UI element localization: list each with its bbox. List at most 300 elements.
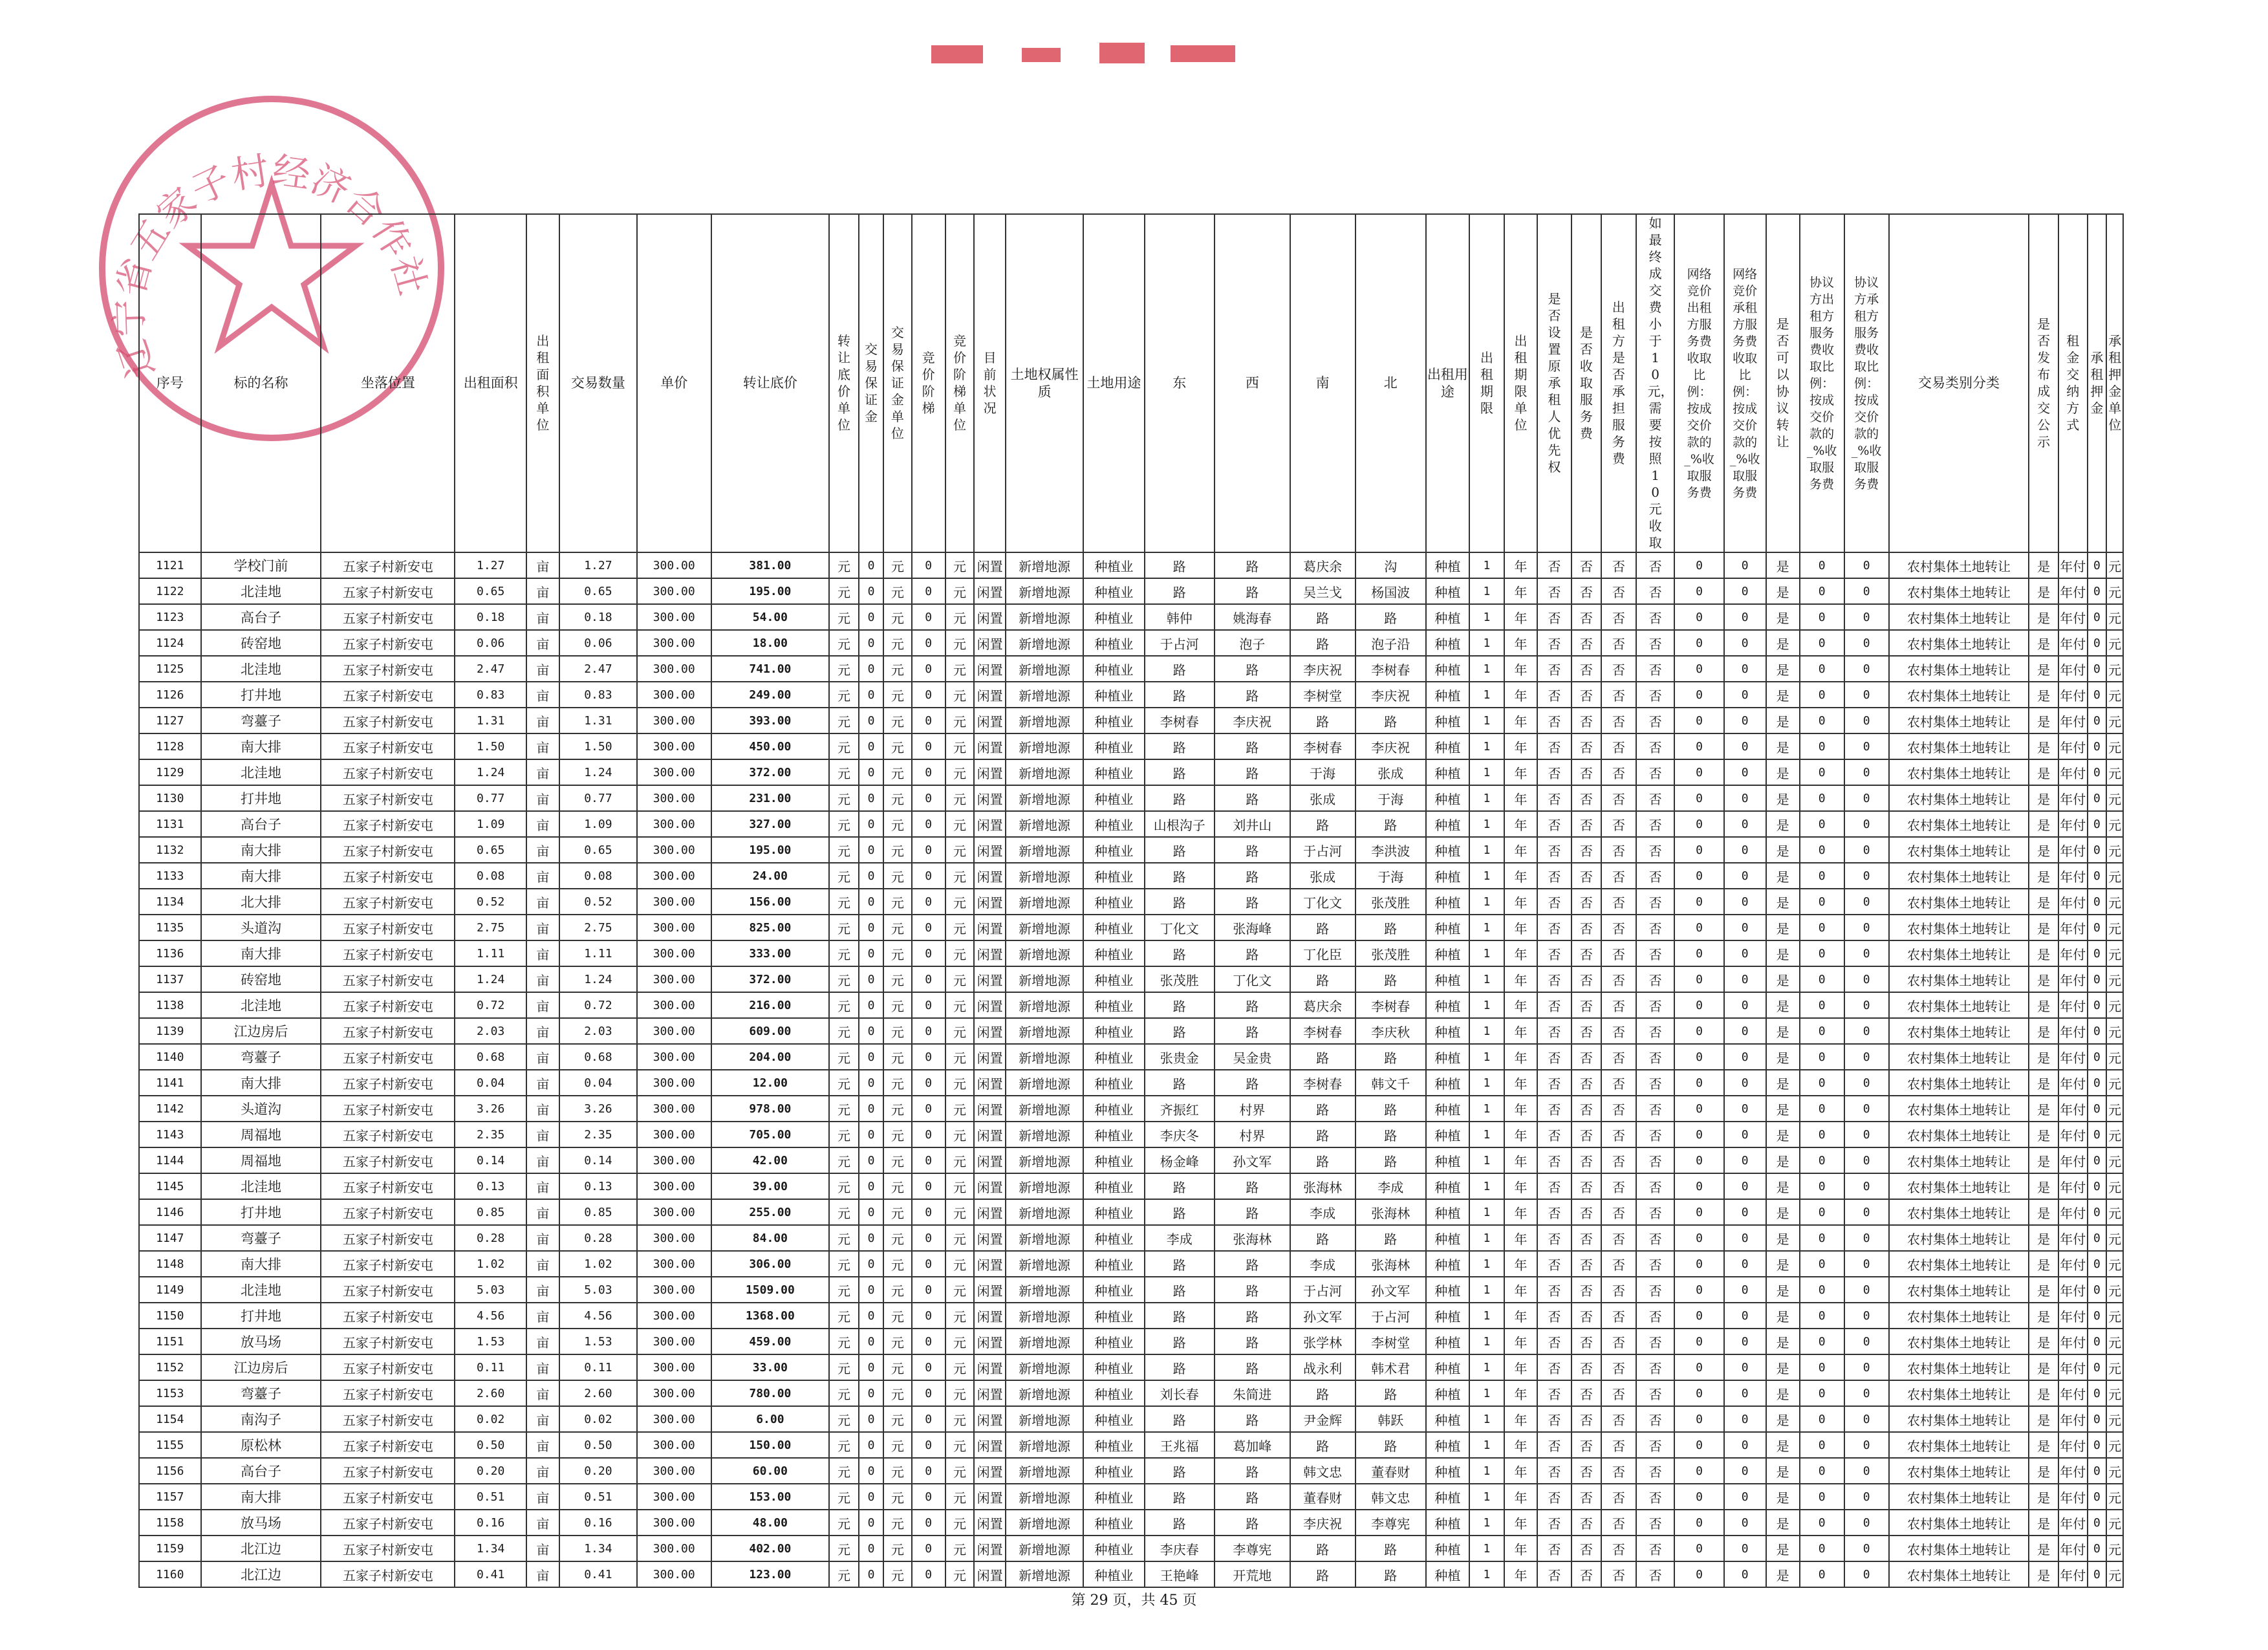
table-cell: 0.04: [559, 1070, 637, 1096]
table-cell: 闲置: [974, 1380, 1006, 1406]
table-cell: 1146: [139, 1199, 201, 1225]
table-cell: 否: [1537, 1354, 1571, 1380]
table-cell: 南大排: [201, 940, 321, 966]
table-cell: 新增地源: [1006, 1225, 1083, 1251]
table-cell: 300.00: [637, 1303, 711, 1329]
table-cell: 否: [1537, 1510, 1571, 1536]
table-cell: 1133: [139, 863, 201, 889]
table-cell: 0: [1844, 940, 1889, 966]
table-cell: 是: [1766, 992, 1800, 1018]
table-cell: 否: [1636, 811, 1674, 837]
table-cell: 195.00: [711, 578, 830, 604]
column-header-label: 交易保证金: [864, 342, 878, 424]
table-cell: 300.00: [637, 656, 711, 682]
table-cell: 0: [2088, 1510, 2107, 1536]
table-cell: 元: [945, 1225, 975, 1251]
table-cell: 1: [1469, 1484, 1504, 1510]
table-cell: 否: [1571, 1406, 1601, 1432]
table-cell: 否: [1571, 1251, 1601, 1277]
table-cell: 江边房后: [201, 1354, 321, 1380]
table-cell: 路: [1290, 1432, 1355, 1458]
table-cell: 否: [1571, 733, 1601, 759]
table-cell: 农村集体土地转让: [1889, 837, 2029, 863]
table-cell: 否: [1571, 1458, 1601, 1484]
table-cell: 村界: [1215, 1096, 1290, 1122]
table-cell: 4.56: [559, 1303, 637, 1329]
table-cell: 农村集体土地转让: [1889, 630, 2029, 656]
table-cell: 402.00: [711, 1536, 830, 1561]
table-cell: 0: [1844, 1225, 1889, 1251]
table-cell: 否: [1601, 733, 1636, 759]
table-cell: 董春财: [1290, 1484, 1355, 1510]
table-cell: 年付: [2058, 604, 2088, 630]
table-cell: 否: [1601, 1018, 1636, 1044]
table-cell: 否: [1601, 708, 1636, 733]
table-cell: 否: [1636, 1458, 1674, 1484]
table-cell: 1.34: [455, 1536, 526, 1561]
table-cell: 2.75: [559, 915, 637, 940]
table-cell: 0.16: [455, 1510, 526, 1536]
table-cell: 种植业: [1083, 1044, 1145, 1070]
table-cell: 0: [2088, 578, 2107, 604]
table-cell: 0: [1674, 1122, 1723, 1147]
table-cell: 元: [883, 1354, 912, 1380]
table-cell: 闲置: [974, 785, 1006, 811]
table-cell: 年付: [2058, 1329, 2088, 1354]
table-cell: 2.60: [559, 1380, 637, 1406]
table-cell: 韩文忠: [1290, 1458, 1355, 1484]
table-cell: 元: [2106, 1303, 2123, 1329]
table-cell: 0: [2088, 1044, 2107, 1070]
table-cell: 0: [2088, 1173, 2107, 1199]
table-cell: 种植: [1426, 837, 1469, 863]
table-cell: 元: [829, 811, 859, 837]
table-cell: 路: [1145, 578, 1215, 604]
table-cell: 否: [1636, 1354, 1674, 1380]
table-cell: 李庆祝: [1355, 733, 1426, 759]
table-cell: 头道沟: [201, 1096, 321, 1122]
table-cell: 元: [829, 1406, 859, 1432]
table-cell: 1.50: [455, 733, 526, 759]
table-cell: 路: [1215, 578, 1290, 604]
table-cell: 农村集体土地转让: [1889, 811, 2029, 837]
table-cell: 农村集体土地转让: [1889, 1536, 2029, 1561]
table-cell: 1: [1469, 1536, 1504, 1561]
table-cell: 路: [1290, 708, 1355, 733]
table-cell: 路: [1145, 1510, 1215, 1536]
table-cell: 年付: [2058, 889, 2088, 915]
table-cell: 0: [1800, 811, 1844, 837]
table-cell: 五家子村新安屯: [321, 940, 455, 966]
table-cell: 路: [1215, 1070, 1290, 1096]
table-cell: 年付: [2058, 1484, 2088, 1510]
table-cell: 0: [912, 656, 945, 682]
table-cell: 1: [1469, 578, 1504, 604]
table-cell: 种植业: [1083, 889, 1145, 915]
table-cell: 亩: [526, 1458, 559, 1484]
table-cell: 否: [1636, 1329, 1674, 1354]
table-cell: 新增地源: [1006, 552, 1083, 578]
table-cell: 0: [1724, 1510, 1766, 1536]
table-cell: 0: [1800, 708, 1844, 733]
table-cell: 18.00: [711, 630, 830, 656]
table-cell: 0.50: [559, 1432, 637, 1458]
table-cell: 元: [829, 966, 859, 992]
table-cell: 种植: [1426, 1225, 1469, 1251]
table-cell: 于占河: [1145, 630, 1215, 656]
table-cell: 0: [1674, 785, 1723, 811]
table-cell: 0: [1844, 1561, 1889, 1587]
table-cell: 否: [1601, 1561, 1636, 1587]
table-cell: 种植业: [1083, 1329, 1145, 1354]
table-cell: 元: [2106, 604, 2123, 630]
table-cell: 种植: [1426, 1510, 1469, 1536]
table-cell: 元: [883, 1251, 912, 1277]
table-cell: 825.00: [711, 915, 830, 940]
table-cell: 亩: [526, 1536, 559, 1561]
table-cell: 新增地源: [1006, 1354, 1083, 1380]
table-cell: 农村集体土地转让: [1889, 1044, 2029, 1070]
table-cell: 1130: [139, 785, 201, 811]
table-cell: 0: [912, 1122, 945, 1147]
table-cell: 否: [1601, 604, 1636, 630]
column-header: [1601, 214, 1636, 552]
table-cell: 亩: [526, 889, 559, 915]
column-header-label: 土地权属性质: [1010, 366, 1079, 400]
table-cell: 种植业: [1083, 552, 1145, 578]
table-header-row: [139, 214, 2123, 552]
table-cell: 元: [829, 1380, 859, 1406]
table-cell: 亩: [526, 1122, 559, 1147]
table-cell: 0.77: [455, 785, 526, 811]
table-cell: 是: [2029, 1018, 2058, 1044]
table-cell: 年: [1504, 889, 1537, 915]
table-cell: 0: [2088, 1122, 2107, 1147]
table-cell: 路: [1215, 733, 1290, 759]
table-cell: 五家子村新安屯: [321, 785, 455, 811]
table-cell: 亩: [526, 1406, 559, 1432]
table-cell: 五家子村新安屯: [321, 1044, 455, 1070]
table-cell: 0: [1724, 604, 1766, 630]
table-cell: 0: [2088, 1018, 2107, 1044]
table-cell: 是: [2029, 1147, 2058, 1173]
table-cell: 是: [2029, 1484, 2058, 1510]
table-cell: 元: [2106, 1510, 2123, 1536]
table-cell: 丁化文: [1290, 889, 1355, 915]
table-cell: 300.00: [637, 630, 711, 656]
table-cell: 否: [1601, 1122, 1636, 1147]
table-cell: 亩: [526, 811, 559, 837]
table-cell: 1160: [139, 1561, 201, 1587]
table-cell: 元: [883, 733, 912, 759]
table-cell: 0: [859, 915, 883, 940]
table-cell: 1509.00: [711, 1277, 830, 1303]
table-cell: 0: [1800, 915, 1844, 940]
table-cell: 0: [2088, 1329, 2107, 1354]
column-header-label: 交易数量: [570, 375, 625, 391]
table-cell: 种植业: [1083, 940, 1145, 966]
table-cell: 农村集体土地转让: [1889, 1432, 2029, 1458]
table-cell: 年付: [2058, 682, 2088, 708]
table-cell: 种植业: [1083, 708, 1145, 733]
table-cell: 元: [883, 552, 912, 578]
table-cell: 否: [1636, 578, 1674, 604]
table-cell: 0: [859, 1096, 883, 1122]
table-cell: 否: [1537, 1329, 1571, 1354]
table-cell: 0: [1844, 656, 1889, 682]
table-cell: 元: [945, 733, 975, 759]
table-cell: 0: [1724, 1096, 1766, 1122]
table-cell: 李庆祝: [1355, 682, 1426, 708]
table-cell: 123.00: [711, 1561, 830, 1587]
table-row: [139, 630, 2123, 656]
table-cell: 种植: [1426, 1096, 1469, 1122]
table-cell: 是: [1766, 733, 1800, 759]
table-cell: 否: [1537, 1458, 1571, 1484]
table-cell: 是: [2029, 940, 2058, 966]
table-cell: 五家子村新安屯: [321, 1251, 455, 1277]
table-cell: 0: [1844, 837, 1889, 863]
table-cell: 0: [1844, 682, 1889, 708]
table-cell: 0: [1844, 1303, 1889, 1329]
table-cell: 否: [1537, 1561, 1571, 1587]
table-cell: 是: [1766, 708, 1800, 733]
table-cell: 459.00: [711, 1329, 830, 1354]
table-cell: 否: [1601, 1536, 1636, 1561]
table-cell: 0: [912, 1044, 945, 1070]
table-cell: 年: [1504, 915, 1537, 940]
table-cell: 0: [859, 940, 883, 966]
column-header: [559, 214, 637, 552]
table-cell: 元: [883, 1380, 912, 1406]
table-cell: 0: [912, 785, 945, 811]
table-cell: 300.00: [637, 940, 711, 966]
table-cell: 否: [1537, 1406, 1571, 1432]
table-cell: 元: [829, 604, 859, 630]
table-cell: 是: [2029, 1406, 2058, 1432]
table-cell: 五家子村新安屯: [321, 1147, 455, 1173]
table-cell: 闲置: [974, 604, 1006, 630]
table-cell: 原松林: [201, 1432, 321, 1458]
table-cell: 路: [1355, 915, 1426, 940]
table-cell: 否: [1537, 915, 1571, 940]
table-cell: 元: [883, 682, 912, 708]
table-cell: 0: [1800, 1173, 1844, 1199]
table-cell: 打井地: [201, 1303, 321, 1329]
table-cell: 0: [1674, 682, 1723, 708]
table-cell: 张成: [1290, 863, 1355, 889]
table-row: [139, 1536, 2123, 1561]
table-cell: 种植业: [1083, 1380, 1145, 1406]
table-cell: 0: [1800, 578, 1844, 604]
table-cell: 0.41: [559, 1561, 637, 1587]
table-cell: 种植: [1426, 1536, 1469, 1561]
table-cell: 否: [1636, 604, 1674, 630]
table-cell: 新增地源: [1006, 1484, 1083, 1510]
table-cell: 153.00: [711, 1484, 830, 1510]
table-cell: 是: [2029, 1251, 2058, 1277]
table-cell: 0: [912, 1406, 945, 1432]
table-cell: 种植业: [1083, 785, 1145, 811]
table-cell: 种植: [1426, 915, 1469, 940]
table-cell: 2.47: [455, 656, 526, 682]
table-cell: 780.00: [711, 1380, 830, 1406]
table-cell: 元: [945, 1458, 975, 1484]
table-cell: 元: [945, 1484, 975, 1510]
table-cell: 是: [2029, 1458, 2058, 1484]
table-cell: 年付: [2058, 1018, 2088, 1044]
table-cell: 300.00: [637, 1432, 711, 1458]
table-cell: 0: [1844, 552, 1889, 578]
column-header: [1215, 214, 1290, 552]
table-cell: 元: [829, 578, 859, 604]
column-header: [859, 214, 883, 552]
table-cell: 元: [2106, 552, 2123, 578]
table-cell: 元: [945, 682, 975, 708]
table-cell: 张海林: [1355, 1199, 1426, 1225]
table-cell: 0: [1800, 630, 1844, 656]
table-cell: 是: [2029, 966, 2058, 992]
table-cell: 否: [1537, 1018, 1571, 1044]
table-row: [139, 578, 2123, 604]
table-cell: 0: [1844, 1147, 1889, 1173]
table-cell: 0: [2088, 656, 2107, 682]
table-cell: 是: [2029, 889, 2058, 915]
table-cell: 0: [2088, 992, 2107, 1018]
table-cell: 1.31: [559, 708, 637, 733]
table-cell: 是: [1766, 1561, 1800, 1587]
table-cell: 否: [1571, 1225, 1601, 1251]
table-cell: 是: [1766, 966, 1800, 992]
table-cell: 0: [912, 1303, 945, 1329]
table-cell: 新增地源: [1006, 915, 1083, 940]
table-cell: 元: [829, 1536, 859, 1561]
table-row: [139, 863, 2123, 889]
table-cell: 1: [1469, 1561, 1504, 1587]
table-cell: 1: [1469, 1122, 1504, 1147]
table-cell: 0: [1844, 1173, 1889, 1199]
table-cell: 否: [1537, 1173, 1571, 1199]
table-cell: 路: [1145, 1458, 1215, 1484]
table-cell: 0: [1844, 1122, 1889, 1147]
column-header-label: 出租期限单位: [1514, 333, 1528, 433]
table-cell: 元: [2106, 837, 2123, 863]
table-cell: 是: [2029, 837, 2058, 863]
table-cell: 1157: [139, 1484, 201, 1510]
table-cell: 0: [1724, 1225, 1766, 1251]
table-cell: 元: [883, 578, 912, 604]
table-cell: 北大排: [201, 889, 321, 915]
table-cell: 1153: [139, 1380, 201, 1406]
table-cell: 0: [1800, 1458, 1844, 1484]
table-cell: 路: [1215, 1251, 1290, 1277]
column-header-label: 是否设置原承租人优先权: [1548, 291, 1561, 475]
table-cell: 0: [912, 578, 945, 604]
table-cell: 否: [1636, 656, 1674, 682]
table-cell: 新增地源: [1006, 1329, 1083, 1354]
table-cell: 元: [2106, 1561, 2123, 1587]
table-row: [139, 759, 2123, 785]
table-cell: 否: [1636, 1303, 1674, 1329]
table-cell: 闲置: [974, 1484, 1006, 1510]
table-cell: 种植: [1426, 1354, 1469, 1380]
table-cell: 是: [2029, 552, 2058, 578]
table-cell: 0: [1724, 992, 1766, 1018]
table-cell: 0: [912, 811, 945, 837]
table-cell: 否: [1601, 1303, 1636, 1329]
table-cell: 年付: [2058, 1044, 2088, 1070]
table-cell: 0: [859, 1225, 883, 1251]
table-cell: 0: [1800, 1303, 1844, 1329]
table-cell: 闲置: [974, 992, 1006, 1018]
table-cell: 0: [1724, 1329, 1766, 1354]
table-cell: 种植: [1426, 1329, 1469, 1354]
table-cell: 杨国波: [1355, 578, 1426, 604]
table-cell: 1: [1469, 992, 1504, 1018]
table-cell: 0: [1724, 630, 1766, 656]
table-cell: 年付: [2058, 1536, 2088, 1561]
table-cell: 300.00: [637, 733, 711, 759]
table-cell: 年付: [2058, 966, 2088, 992]
table-cell: 放马场: [201, 1510, 321, 1536]
table-cell: 年: [1504, 1096, 1537, 1122]
table-cell: 1: [1469, 1329, 1504, 1354]
table-cell: 年付: [2058, 1432, 2088, 1458]
table-cell: 0: [1800, 1484, 1844, 1510]
table-cell: 0: [859, 837, 883, 863]
table-cell: 否: [1571, 708, 1601, 733]
table-cell: 是: [1766, 1225, 1800, 1251]
table-cell: 否: [1636, 1406, 1674, 1432]
table-cell: 是: [1766, 552, 1800, 578]
table-cell: 0.16: [559, 1510, 637, 1536]
table-cell: 0: [2088, 1199, 2107, 1225]
table-cell: 否: [1601, 1277, 1636, 1303]
table-cell: 0: [912, 1251, 945, 1277]
table-cell: 元: [829, 1484, 859, 1510]
table-cell: 300.00: [637, 1147, 711, 1173]
table-cell: 0: [1844, 1044, 1889, 1070]
table-cell: 0: [1844, 708, 1889, 733]
table-cell: 6.00: [711, 1406, 830, 1432]
table-cell: 否: [1537, 630, 1571, 656]
table-cell: 0: [912, 733, 945, 759]
table-cell: 0: [1800, 785, 1844, 811]
table-cell: 路: [1290, 1096, 1355, 1122]
table-cell: 是: [1766, 1122, 1800, 1147]
table-cell: 是: [2029, 1561, 2058, 1587]
table-cell: 否: [1537, 1096, 1571, 1122]
table-cell: 否: [1601, 1329, 1636, 1354]
table-cell: 0: [1800, 966, 1844, 992]
table-cell: 路: [1145, 682, 1215, 708]
table-cell: 闲置: [974, 578, 1006, 604]
table-cell: 孙文军: [1355, 1277, 1426, 1303]
table-cell: 张海林: [1355, 1251, 1426, 1277]
table-cell: 0: [912, 1329, 945, 1354]
table-cell: 1151: [139, 1329, 201, 1354]
table-cell: 亩: [526, 1044, 559, 1070]
table-cell: 否: [1537, 863, 1571, 889]
table-cell: 306.00: [711, 1251, 830, 1277]
table-cell: 路: [1145, 837, 1215, 863]
column-header-label: 单价: [660, 375, 688, 391]
table-row: [139, 1354, 2123, 1380]
table-cell: 是: [2029, 1380, 2058, 1406]
table-cell: 否: [1537, 1070, 1571, 1096]
table-cell: 路: [1215, 1303, 1290, 1329]
table-cell: 年付: [2058, 1225, 2088, 1251]
